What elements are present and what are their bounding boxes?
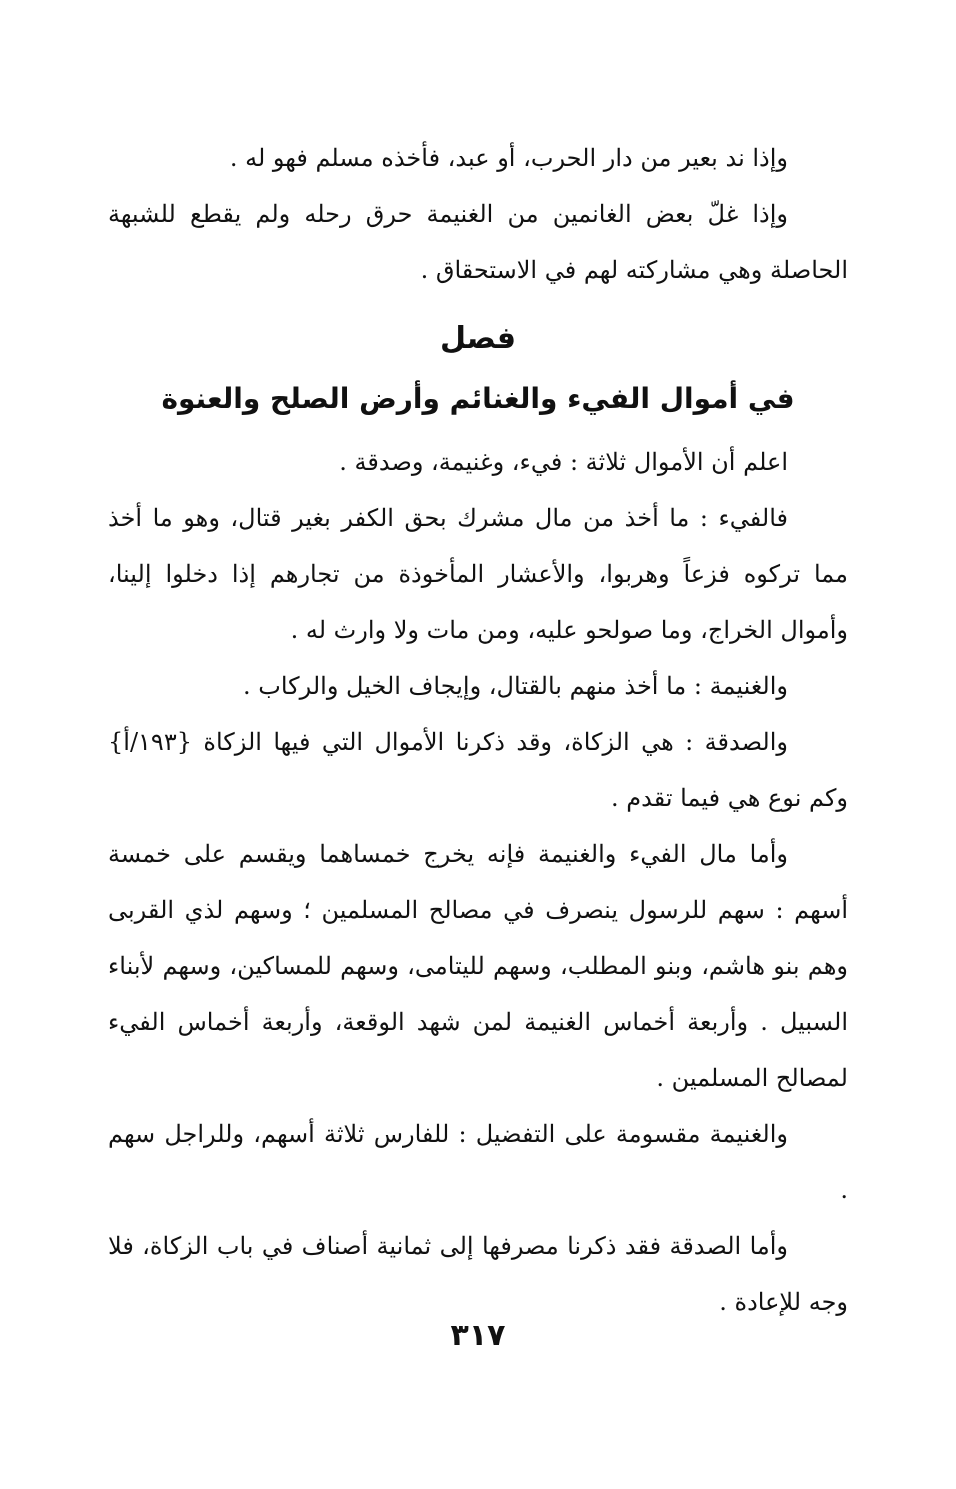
page-body bbox=[108, 130, 848, 1370]
section-heading: فصل bbox=[440, 321, 516, 356]
paragraph-fay: فالفيء : ما أخذ من مال مشرك بحق الكفر بغير قتال، وهو ما أخذ مما تركوه فزعاً وهربوا، والأعشار المأخوذة من تجارهم إذا دخلوا إلينا، وأموال الخراج، وما صولحو عليه، ومن مات ولا وارث له . bbox=[108, 504, 848, 644]
paragraph-tafdil: والغنيمة مقسومة على التفضيل : للفارس ثلاثة أسهم، وللراجل سهم . bbox=[108, 1120, 848, 1204]
paragraph-sadaqa: والصدقة : هي الزكاة، وقد ذكرنا الأموال التي فيها الزكاة {١٩٣/أ} وكم نوع هي فيما تقدم . bbox=[108, 728, 848, 812]
paragraph-three-wealth: اعلم أن الأموال ثلاثة : فيء، وغنيمة، وصدقة . bbox=[339, 448, 788, 476]
section-title: في أموال الفيء والغنائم وأرض الصلح والعنوة bbox=[161, 382, 795, 415]
paragraph-division: وأما مال الفيء والغنيمة فإنه يخرج خمساهما ويقسم على خمسة أسهم : سهم للرسول ينصرف في مصالح المسلمين ؛ وسهم لذي القربى وهم بنو هاشم، وبنو المطلب، وسهم لليتامى، وسهم للمساكين، وسهم لأبناء السبيل . وأربعة أخماس الغنيمة لمن شهد الوقعة، وأربعة أخماس الفيء لمصالح المسلمين . bbox=[108, 840, 848, 1092]
paragraph-stray-camel: وإذا ند بعير من دار الحرب، أو عبد، فأخذه مسلم فهو له . bbox=[229, 144, 788, 172]
page-number: ٣١٧ bbox=[450, 1318, 506, 1353]
paragraph-ghanima: والغنيمة : ما أخذ منهم بالقتال، وإيجاف الخيل والركاب . bbox=[243, 672, 788, 700]
paragraph-ghulul: وإذا غلّ بعض الغانمين من الغنيمة حرق رحله ولم يقطع للشبهة الحاصلة وهي مشاركته لهم في الاستحقاق . bbox=[108, 200, 848, 284]
paragraph-sadaqa-recipients: وأما الصدقة فقد ذكرنا مصرفها إلى ثمانية أصناف في باب الزكاة، فلا وجه للإعادة . bbox=[108, 1232, 848, 1316]
